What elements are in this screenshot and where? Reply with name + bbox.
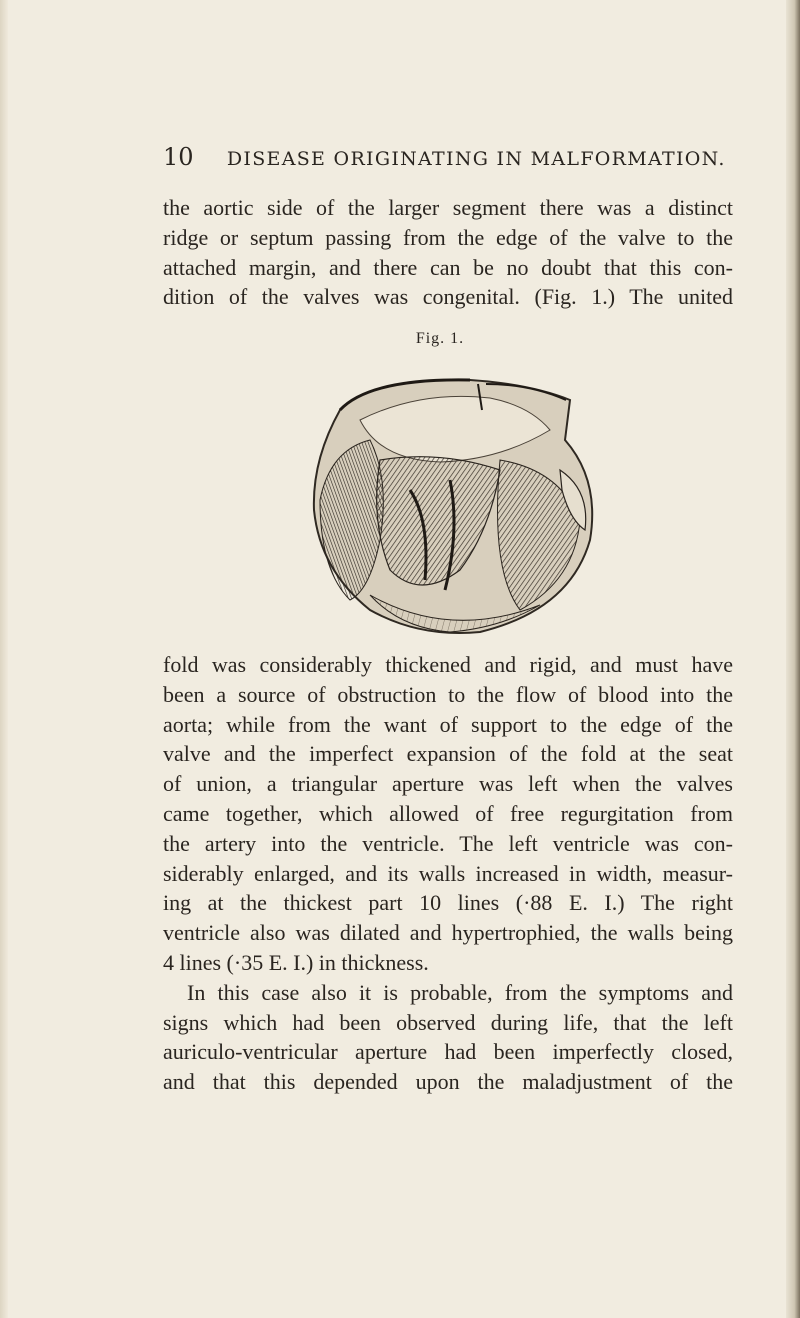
text-line: valve and the imperfect expansion of the fold at the seat — [163, 741, 733, 767]
text-line: In this case also it is probable, from the symptoms and — [187, 979, 733, 1005]
text-line: 4 lines (·35 E. I.) in thickness. — [163, 949, 429, 975]
text-line: dition of the valves was congenital. (Fig. 1.) The united — [163, 284, 733, 310]
page-edge-left — [0, 0, 8, 1318]
figure-caption: Fig. 1. — [415, 330, 465, 347]
page-edge-right — [786, 0, 800, 1318]
text-line: aorta; while from the want of support to the edge of the — [163, 711, 733, 737]
text-line: the artery into the ventricle. The left ventricle was con- — [163, 830, 733, 856]
text-line: of union, a triangular aperture was left when the valves — [163, 771, 733, 797]
page-number: 10 — [163, 143, 194, 171]
text-line: attached margin, and there can be no doubt that this con- — [163, 254, 733, 280]
figure-illustration — [300, 370, 600, 640]
text-line: ventricle also was dilated and hypertrophied, the walls being — [163, 920, 733, 946]
text-line: and that this depended upon the maladjustment of the — [163, 1069, 733, 1095]
paragraph-2 — [163, 650, 733, 1097]
heart-valve-engraving — [300, 370, 600, 640]
text-line: siderably enlarged, and its walls increased in width, measur- — [163, 860, 733, 886]
text-line: the aortic side of the larger segment there was a distinct — [163, 195, 733, 220]
text-line: ing at the thickest part 10 lines (·88 E. I.) The right — [163, 890, 733, 916]
running-header — [163, 143, 763, 171]
text-line: auriculo-ventricular aperture had been imperfectly closed, — [163, 1039, 733, 1065]
text-line: ridge or septum passing from the edge of the valve to the — [163, 224, 733, 250]
text-line: fold was considerably thickened and rigid, and must have — [163, 652, 733, 677]
running-title: DISEASE ORIGINATING IN MALFORMATION. — [226, 148, 726, 170]
paragraph-1 — [163, 193, 733, 312]
text-line: been a source of obstruction to the flow of blood into the — [163, 681, 733, 707]
text-line: signs which had been observed during life, that the left — [163, 1009, 733, 1035]
text-line: came together, which allowed of free regurgitation from — [163, 800, 733, 826]
